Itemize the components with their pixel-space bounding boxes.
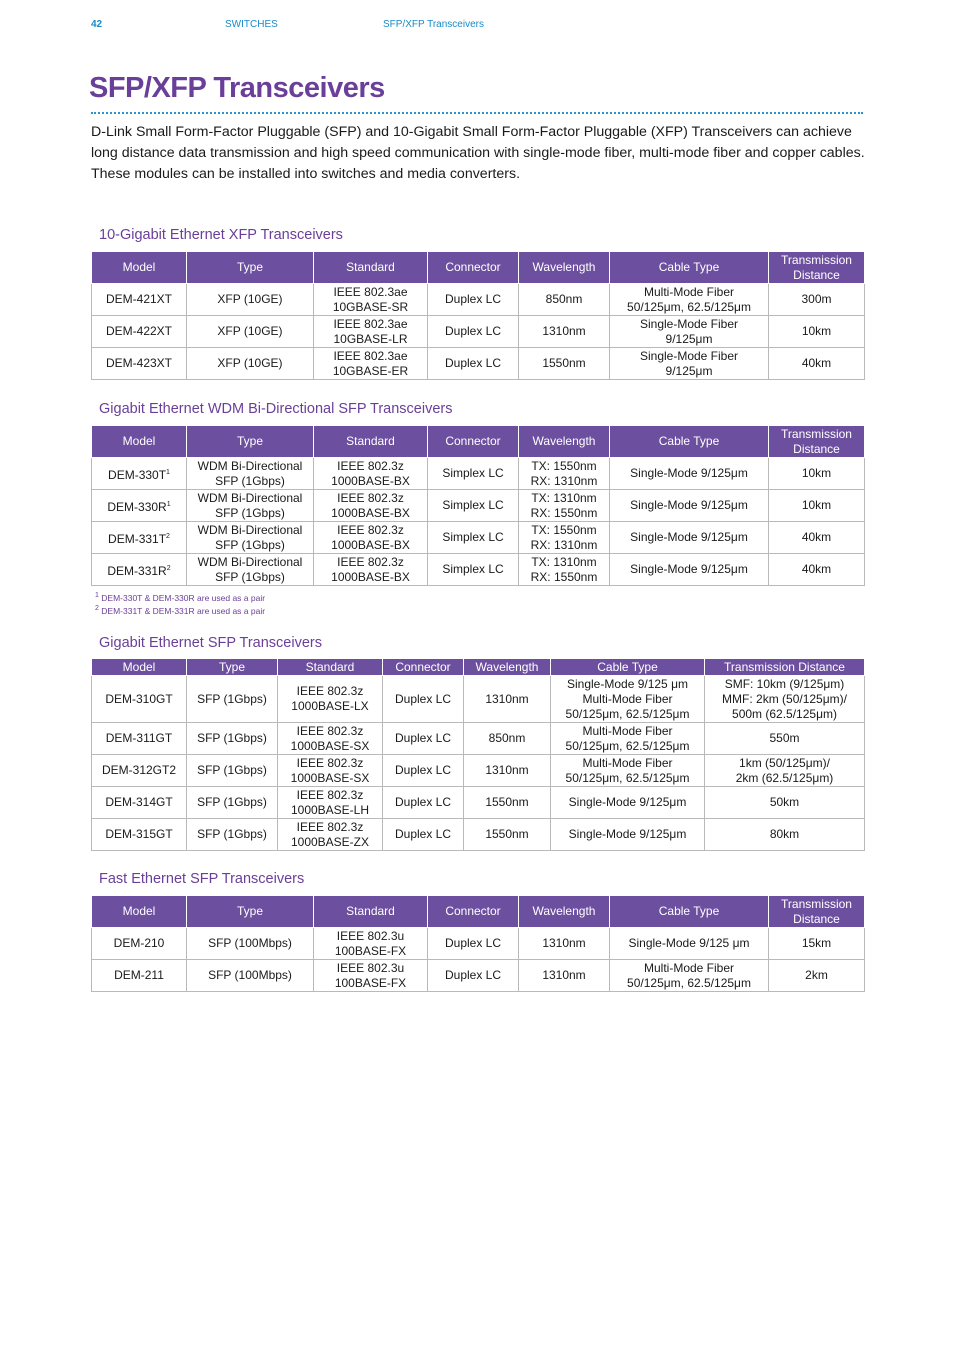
cell-connector: Duplex LC: [428, 284, 519, 316]
cell-distance: 300m: [769, 284, 865, 316]
col-wavelength: Wavelength: [464, 659, 551, 676]
cell-distance: 40km: [769, 348, 865, 380]
cell-model: DEM-211: [92, 960, 187, 992]
cell-type: WDM Bi-Directional SFP (1Gbps): [187, 458, 314, 490]
col-connector: Connector: [428, 426, 519, 458]
col-distance: Transmission Distance: [705, 659, 865, 676]
cell-distance: 50km: [705, 787, 865, 819]
cell-standard: IEEE 802.3ae 10GBASE-SR: [314, 284, 428, 316]
cell-distance: 10km: [769, 490, 865, 522]
footnote: $^1$ DEM-330T & DEM-330R are used as a pair: [95, 592, 266, 603]
fast-table: [91, 895, 865, 992]
cell-distance: 10km: [769, 316, 865, 348]
col-cable-type: Cable Type: [610, 426, 769, 458]
col-connector: Connector: [428, 896, 519, 928]
col-type: Type: [187, 426, 314, 458]
cell-distance: 40km: [769, 554, 865, 586]
cell-standard: IEEE 802.3z 1000BASE-LX: [278, 676, 383, 723]
cell-wavelength: 1310nm: [464, 676, 551, 723]
cell-connector: Simplex LC: [428, 490, 519, 522]
cell-wavelength: 1550nm: [519, 348, 610, 380]
cell-type: SFP (1Gbps): [187, 676, 278, 723]
col-connector: Connector: [383, 659, 464, 676]
cell-connector: Duplex LC: [383, 676, 464, 723]
col-standard: Standard: [314, 426, 428, 458]
cell-standard: IEEE 802.3z 1000BASE-BX: [314, 554, 428, 586]
table-row: [92, 458, 865, 490]
table-header-row: [92, 252, 865, 284]
table-row: [92, 755, 865, 787]
cell-type: SFP (1Gbps): [187, 723, 278, 755]
cell-model: DEM-314GT: [92, 787, 187, 819]
cell-distance: 80km: [705, 819, 865, 851]
cell-type: SFP (1Gbps): [187, 819, 278, 851]
running-header: [91, 19, 863, 35]
col-connector: Connector: [428, 252, 519, 284]
cell-model: DEM-$330R^1$: [92, 490, 187, 522]
cell-cable-type: Single-Mode Fiber 9/125μm: [610, 316, 769, 348]
col-wavelength: Wavelength: [519, 252, 610, 284]
cell-type: SFP (100Mbps): [187, 928, 314, 960]
cell-standard: IEEE 802.3z 1000BASE-BX: [314, 522, 428, 554]
intro-paragraph: D-Link Small Form-Factor Pluggable (SFP) and 10-Gigabit Small Form-Factor Pluggable (XFP) Transceivers can achieve long distance data transmission and high speed communication with single-mode fiber, multi-mode fiber and copper cables. These modules can be installed into switches and media converters.: [91, 124, 865, 182]
table-header-row: [92, 659, 865, 676]
cell-standard: IEEE 802.3z 1000BASE-BX: [314, 490, 428, 522]
cell-distance: 2km: [769, 960, 865, 992]
sfp-table: [91, 658, 865, 851]
cell-standard: IEEE 802.3z 1000BASE-BX: [314, 458, 428, 490]
col-model: Model: [92, 252, 187, 284]
header-subsection: SFP/XFP Transceivers: [383, 19, 484, 30]
cell-connector: Duplex LC: [383, 787, 464, 819]
xfp-table: [91, 251, 865, 380]
cell-connector: Simplex LC: [428, 522, 519, 554]
cell-cable-type: Multi-Mode Fiber 50/125μm, 62.5/125μm: [551, 755, 705, 787]
cell-wavelength: TX: 1310nm RX: 1550nm: [519, 490, 610, 522]
cell-wavelength: 850nm: [464, 723, 551, 755]
cell-cable-type: Single-Mode 9/125 μm Multi-Mode Fiber 50/125μm, 62.5/125μm: [551, 676, 705, 723]
cell-standard: IEEE 802.3ae 10GBASE-ER: [314, 348, 428, 380]
table-row: [92, 490, 865, 522]
cell-standard: IEEE 802.3u 100BASE-FX: [314, 928, 428, 960]
cell-cable-type: Single-Mode 9/125 μm: [610, 928, 769, 960]
table-header-row: [92, 896, 865, 928]
cell-wavelength: TX: 1550nm RX: 1310nm: [519, 522, 610, 554]
cell-type: WDM Bi-Directional SFP (1Gbps): [187, 522, 314, 554]
table-row: [92, 676, 865, 723]
cell-model: DEM-311GT: [92, 723, 187, 755]
cell-type: WDM Bi-Directional SFP (1Gbps): [187, 490, 314, 522]
cell-model: DEM-421XT: [92, 284, 187, 316]
cell-model: DEM-$331R^2$: [92, 554, 187, 586]
cell-distance: 10km: [769, 458, 865, 490]
table-header-row: [92, 426, 865, 458]
table-row: [92, 960, 865, 992]
cell-model: DEM-310GT: [92, 676, 187, 723]
page-title: SFP/XFP Transceivers: [89, 72, 385, 104]
col-type: Type: [187, 252, 314, 284]
cell-cable-type: Single-Mode 9/125μm: [551, 787, 705, 819]
cell-type: SFP (1Gbps): [187, 755, 278, 787]
cell-standard: IEEE 802.3z 1000BASE-SX: [278, 723, 383, 755]
xfp-section-title: 10-Gigabit Ethernet XFP Transceivers: [99, 227, 343, 243]
cell-connector: Duplex LC: [428, 316, 519, 348]
cell-standard: IEEE 802.3z 1000BASE-LH: [278, 787, 383, 819]
cell-connector: Duplex LC: [428, 960, 519, 992]
cell-standard: IEEE 802.3z 1000BASE-SX: [278, 755, 383, 787]
cell-type: XFP (10GE): [187, 348, 314, 380]
cell-model: DEM-315GT: [92, 819, 187, 851]
cell-connector: Duplex LC: [383, 755, 464, 787]
cell-connector: Simplex LC: [428, 458, 519, 490]
col-model: Model: [92, 426, 187, 458]
cell-model: DEM-$331T^2$: [92, 522, 187, 554]
col-distance: Transmission Distance: [769, 426, 865, 458]
col-standard: Standard: [278, 659, 383, 676]
cell-distance: SMF: 10km (9/125μm) MMF: 2km (50/125μm)/ 500m (62.5/125μm): [705, 676, 865, 723]
table-row: [92, 787, 865, 819]
table-row: [92, 522, 865, 554]
header-section: SWITCHES: [225, 19, 278, 30]
cell-connector: Duplex LC: [383, 723, 464, 755]
page-number: 42: [91, 19, 103, 30]
cell-type: XFP (10GE): [187, 284, 314, 316]
table-row: [92, 928, 865, 960]
cell-distance: 40km: [769, 522, 865, 554]
cell-wavelength: TX: 1310nm RX: 1550nm: [519, 554, 610, 586]
table-row: [92, 316, 865, 348]
cell-model: DEM-210: [92, 928, 187, 960]
cell-model: DEM-422XT: [92, 316, 187, 348]
cell-connector: Duplex LC: [428, 928, 519, 960]
cell-distance: 1km (50/125μm)/ 2km (62.5/125μm): [705, 755, 865, 787]
col-wavelength: Wavelength: [519, 896, 610, 928]
fast-section-title: Fast Ethernet SFP Transceivers: [99, 871, 305, 887]
col-model: Model: [92, 659, 187, 676]
wdm-table: [91, 425, 865, 586]
cell-model: DEM-423XT: [92, 348, 187, 380]
cell-standard: IEEE 802.3z 1000BASE-ZX: [278, 819, 383, 851]
cell-cable-type: Single-Mode 9/125μm: [610, 522, 769, 554]
col-standard: Standard: [314, 896, 428, 928]
cell-cable-type: Single-Mode 9/125μm: [610, 490, 769, 522]
footnote: $^2$ DEM-331T & DEM-331R are used as a pair: [95, 605, 266, 616]
cell-cable-type: Multi-Mode Fiber 50/125μm, 62.5/125μm: [610, 284, 769, 316]
table-row: [92, 819, 865, 851]
cell-cable-type: Single-Mode Fiber 9/125μm: [610, 348, 769, 380]
cell-standard: IEEE 802.3ae 10GBASE-LR: [314, 316, 428, 348]
col-standard: Standard: [314, 252, 428, 284]
col-distance: Transmission Distance: [769, 896, 865, 928]
col-distance: Transmission Distance: [769, 252, 865, 284]
cell-standard: IEEE 802.3u 100BASE-FX: [314, 960, 428, 992]
col-type: Type: [187, 659, 278, 676]
dotted-divider: [91, 112, 863, 114]
cell-wavelength: 1310nm: [519, 928, 610, 960]
sfp-section-title: Gigabit Ethernet SFP Transceivers: [99, 635, 322, 651]
cell-model: DEM-$330T^1$: [92, 458, 187, 490]
table-row: [92, 554, 865, 586]
cell-type: WDM Bi-Directional SFP (1Gbps): [187, 554, 314, 586]
cell-wavelength: 1550nm: [464, 819, 551, 851]
wdm-section-title: Gigabit Ethernet WDM Bi-Directional SFP Transceivers: [99, 401, 453, 417]
cell-cable-type: Multi-Mode Fiber 50/125μm, 62.5/125μm: [551, 723, 705, 755]
table-row: [92, 723, 865, 755]
table-row: [92, 348, 865, 380]
cell-connector: Duplex LC: [383, 819, 464, 851]
col-cable-type: Cable Type: [610, 896, 769, 928]
cell-type: SFP (100Mbps): [187, 960, 314, 992]
table-row: [92, 284, 865, 316]
cell-cable-type: Single-Mode 9/125μm: [551, 819, 705, 851]
cell-wavelength: 1310nm: [464, 755, 551, 787]
cell-wavelength: TX: 1550nm RX: 1310nm: [519, 458, 610, 490]
cell-cable-type: Single-Mode 9/125μm: [610, 554, 769, 586]
col-cable-type: Cable Type: [551, 659, 705, 676]
cell-wavelength: 1310nm: [519, 960, 610, 992]
cell-wavelength: 1310nm: [519, 316, 610, 348]
cell-connector: Duplex LC: [428, 348, 519, 380]
cell-connector: Simplex LC: [428, 554, 519, 586]
cell-wavelength: 850nm: [519, 284, 610, 316]
cell-cable-type: Multi-Mode Fiber 50/125μm, 62.5/125μm: [610, 960, 769, 992]
cell-type: SFP (1Gbps): [187, 787, 278, 819]
cell-distance: 550m: [705, 723, 865, 755]
cell-type: XFP (10GE): [187, 316, 314, 348]
col-cable-type: Cable Type: [610, 252, 769, 284]
col-model: Model: [92, 896, 187, 928]
cell-model: DEM-312GT2: [92, 755, 187, 787]
col-type: Type: [187, 896, 314, 928]
cell-wavelength: 1550nm: [464, 787, 551, 819]
col-wavelength: Wavelength: [519, 426, 610, 458]
cell-distance: 15km: [769, 928, 865, 960]
cell-cable-type: Single-Mode 9/125μm: [610, 458, 769, 490]
